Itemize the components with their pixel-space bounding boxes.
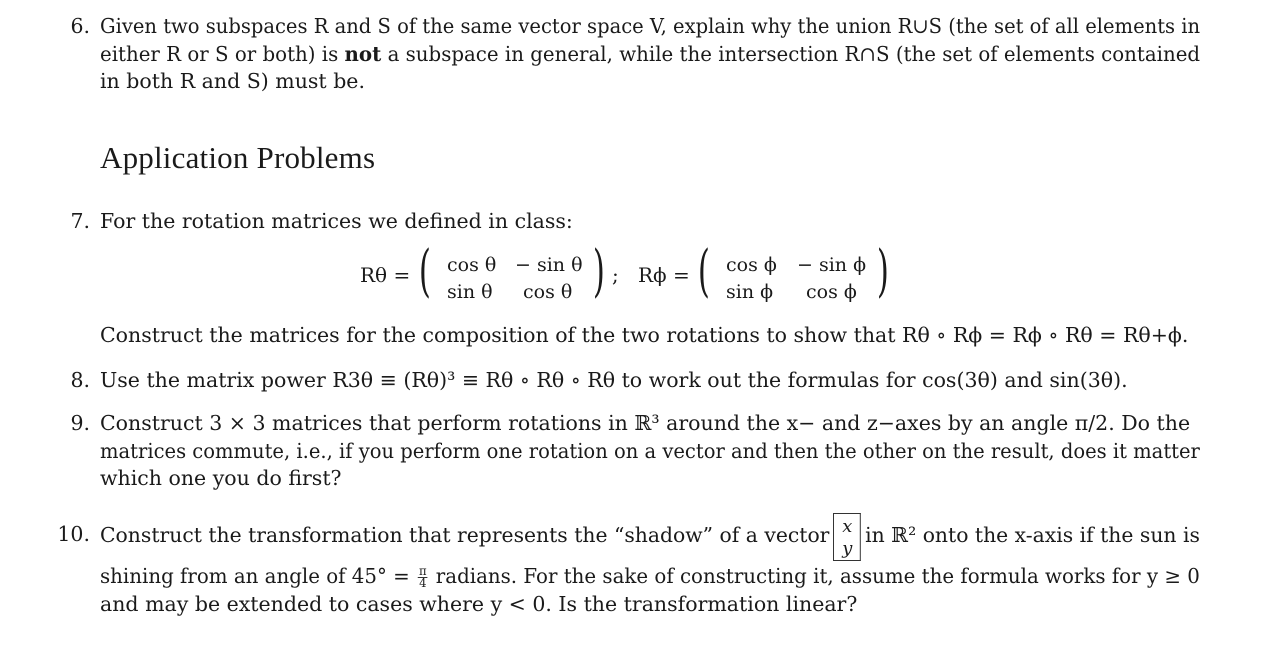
matrix-cell: sin θ [447, 281, 493, 303]
text-segment: in ℝ² onto the x-axis if the sun is [865, 523, 1200, 547]
rphi-label: Rϕ = [638, 263, 690, 287]
matrix-cell: cos ϕ [726, 254, 777, 276]
left-paren: ( [697, 239, 710, 304]
problem-body [100, 410, 1200, 493]
problem-body [100, 563, 1200, 618]
text-segment: a subspace in general, while the intersection R∩S (the set of elements contained [387, 41, 1201, 66]
problem-6-line-3: in both R and S) must be. [100, 69, 365, 93]
problem-body [100, 13, 1200, 96]
text-segment: shining from an angle of 45° = [100, 564, 410, 588]
left-paren: ( [418, 239, 431, 304]
matrix-cell: − sin θ [515, 254, 583, 276]
problem-body [100, 367, 1200, 395]
fraction [418, 566, 428, 589]
rtheta-label: Rθ = [360, 263, 411, 287]
problem-10-line-2 [100, 563, 1200, 591]
problem-6-line-1: Given two subspaces R and S of the same vector space V, explain why the union R∪S (the set of all elements in [100, 14, 1201, 38]
matrix-cell: cos θ [447, 254, 497, 276]
problem-7-construct-line: Construct the matrices for the composition of the two rotations to show that Rθ ∘ Rϕ = Rϕ ∘ Rθ = Rθ+ϕ. [100, 323, 1189, 347]
problem-body [100, 208, 1200, 236]
right-paren: ) [592, 239, 605, 304]
vector-bottom: y [842, 537, 853, 559]
separator: ; [612, 263, 619, 287]
problem-number: 10. [57, 522, 90, 546]
problem-9-line-1: Construct 3 × 3 matrices that perform rotations in ℝ³ around the x− and z−axes by an angle π/2. Do the [100, 411, 1191, 435]
matrix-cell: − sin ϕ [797, 254, 867, 276]
matrix-cell: cos θ [523, 281, 573, 303]
problem-number: 8. [70, 368, 90, 392]
problem-10-line-3: and may be extended to cases where y < 0. Is the transformation linear? [100, 591, 858, 616]
problem-10-line-1 [100, 509, 1200, 561]
problem-7-intro: For the rotation matrices we defined in class: [100, 209, 573, 233]
problem-number: 6. [70, 14, 90, 38]
fraction-numerator: π [418, 564, 427, 578]
text-segment: radians. For the sake of constructing it, assume the formula works for y ≥ 0 [435, 564, 1200, 588]
matrix-cell: sin ϕ [726, 281, 774, 303]
matrix-cell: cos ϕ [806, 281, 857, 303]
vector-top: x [842, 515, 853, 537]
problem-8-line: Use the matrix power R3θ ≡ (Rθ)³ ≡ Rθ ∘ Rθ ∘ Rθ to work out the formulas for cos(3θ) and sin(3θ). [100, 368, 1128, 392]
bold-not: not [344, 41, 382, 66]
problem-body [100, 322, 1200, 350]
problem-9-line-3: which one you do first? [100, 466, 342, 490]
problem-9-line-2: matrices commute, i.e., if you perform one rotation on a vector and then the other on the result, does it matter [100, 438, 1200, 463]
column-vector [833, 513, 861, 561]
fraction-denominator: 4 [419, 576, 427, 590]
problem-number: 9. [70, 411, 90, 435]
problem-6-line-2 [100, 41, 1200, 69]
rotation-matrices [0, 239, 1273, 308]
text-segment: Construct the transformation that represents the “shadow” of a vector [100, 523, 830, 547]
problem-body [100, 509, 1200, 561]
right-paren: ) [876, 239, 889, 304]
section-heading: Application Problems [100, 140, 376, 175]
text-segment: either R or S or both) is [100, 41, 339, 66]
problem-number: 7. [70, 209, 90, 233]
